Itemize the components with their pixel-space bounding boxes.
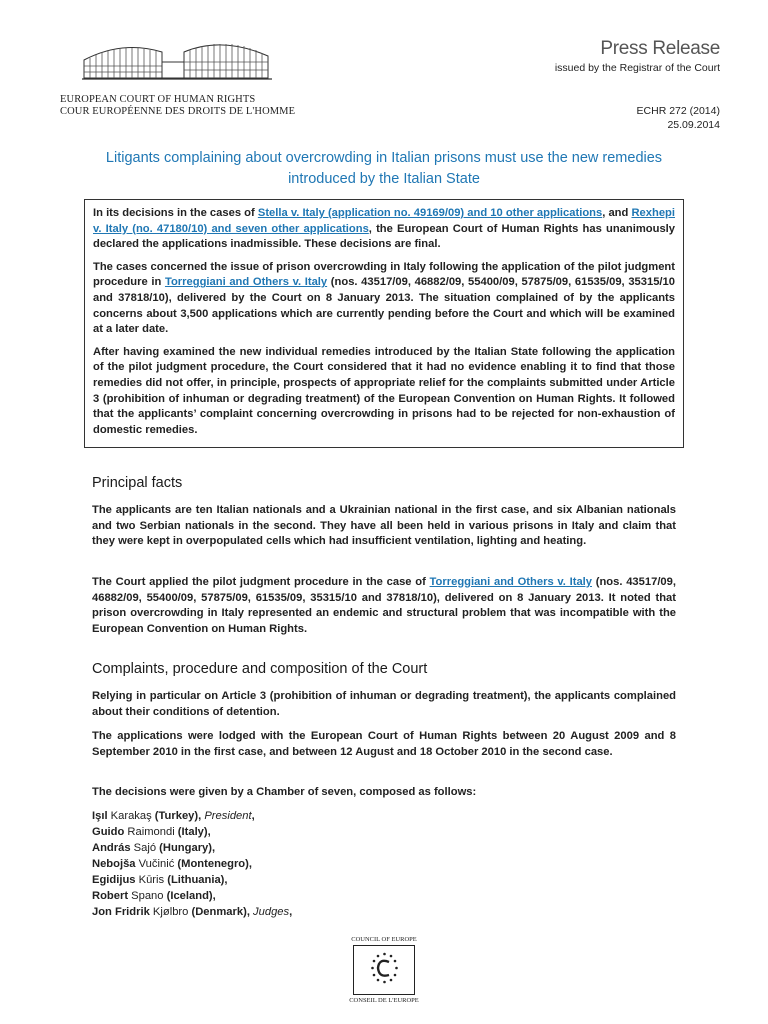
judge-first-name: Jon Fridrik [92,906,153,918]
judges-list [92,808,292,920]
judge-country: (Italy) [174,826,208,838]
coe-name-en: COUNCIL OF EUROPE [351,936,417,943]
summary-text: The cases concerned the issue of prison overcrowding in Italy following the application of the pilot judgment procedure in [93,260,675,289]
judge-surname: Vučinić [138,858,175,870]
body-paragraph: The applications were lodged with the European Court of Human Rights between 20 August 2009 and 8 September 2010 in the first case, and between 12 August and 18 October 2010 in the second case. [92,730,676,758]
court-name-en: EUROPEAN COURT OF HUMAN RIGHTS [60,94,256,105]
council-of-europe-logo [340,936,428,1004]
press-release-headline: Litigants complaining about overcrowding in Italian prisons must use the new remedies introduced by the Italian State [105,150,663,187]
summary-text: , and [602,207,632,219]
judge-entry: Robert Spano (Iceland), [92,890,216,902]
body-paragraph: The decisions were given by a Chamber of seven, composed as follows: [92,786,477,798]
body-paragraph: The applicants are ten Italian nationals and a Ukrainian national in the first case, and six Albanian nationals and two Serbian nationals in the second. They have all been held in various prisons in Italy and claim that they were kept in overpopulated cells which had insufficient ventilation, lighting and heating. [92,504,676,548]
court-logo [60,38,296,117]
release-date: 25.09.2014 [667,119,720,131]
judge-country: (Hungary) [156,842,212,854]
judge-country: (Iceland) [163,890,213,902]
coe-name-fr: CONSEIL DE L'EUROPE [349,997,419,1004]
judge-entry: Nebojša Vučinić (Montenegro), [92,858,252,870]
judge-first-name: Robert [92,890,132,902]
judge-entry: Egidijus Kūris (Lithuania), [92,874,228,886]
judge-surname: Kjølbro [152,906,189,918]
judge-entry: Jon Fridrik Kjølbro (Denmark), Judges, [92,906,293,918]
judge-surname: Kūris [138,874,165,886]
section-heading-principal-facts: Principal facts [92,475,183,491]
court-name-fr: COUR EUROPÉENNE DES DROITS DE L'HOMME [60,106,296,117]
rexhepi-case-link[interactable]: Rexhepi v. Italy (no. 47180/10) and seven other applications [93,207,675,235]
stella-case-link[interactable]: Stella v. Italy (application no. 49169/09) and 10 other applications [257,207,603,219]
judge-first-name: Işıl [92,810,111,822]
judge-country: (Montenegro) [174,858,249,870]
judge-surname: Karakaş [110,810,152,822]
judge-entry: András Sajó (Hungary), [92,842,216,854]
reference-block [637,104,720,132]
judge-entry: Guido Raimondi (Italy), [92,826,211,838]
press-release-title: Press Release [600,38,720,59]
judge-country: (Lithuania) [164,874,225,886]
judge-first-name: Nebojša [92,858,139,870]
reference-number: ECHR 272 (2014) [636,105,720,117]
body-paragraph: Relying in particular on Article 3 (prohibition of inhuman or degrading treatment), the applicants complained about their conditions of detention. [92,690,676,718]
section-heading-complaints: Complaints, procedure and composition of the Court [92,661,428,677]
press-release-header [555,38,720,74]
judge-surname: Spano [131,890,164,902]
summary-box [84,199,684,448]
summary-text: In its decisions in the cases of [93,207,258,219]
body-text: The Court applied the pilot judgment procedure in the case of [92,576,430,588]
judge-role: President [204,810,252,822]
judge-role: Judges [253,906,290,918]
summary-text: , the European Court of Human Rights has unanimously declared the applications inadmissible. These decisions are final. [93,222,675,251]
torreggiani-case-link[interactable]: Torreggiani and Others v. Italy [429,576,593,588]
body-text: (nos. 43517/09, 46882/09, 55400/09, 57875/09, 61535/09, 35315/10 and 37818/10), delivered on 8 January 2013. It noted that prison overcrowding in Italy represented an endemic and structural problem that was incompatible with the European Convention on Human Rights. [92,576,676,635]
judge-country: (Turkey) [151,810,199,822]
judge-country: (Denmark) [188,906,247,918]
judge-first-name: András [92,842,134,854]
judge-surname: Sajó [133,842,157,854]
body-paragraph [92,575,676,637]
judge-entry: Işıl Karakaş (Turkey), President, [92,810,255,822]
press-release-subtitle: issued by the Registrar of the Court [554,62,720,74]
judge-first-name: Guido [92,826,128,838]
court-building-icon [82,38,272,84]
judge-surname: Raimondi [127,826,175,838]
summary-paragraph [93,260,675,338]
judge-first-name: Egidijus [92,874,139,886]
summary-text: (nos. 43517/09, 46882/09, 55400/09, 57875/09, 61535/09, 35315/10 and 37818/10), delivered by the Court on 8 January 2013. The situation complained of by the applicants concerns about 3,500 applications which are currently pending before the Court and which will be examined at a later date. [93,276,675,336]
summary-paragraph [93,206,675,253]
coe-emblem-icon [353,945,415,995]
torreggiani-case-link[interactable]: Torreggiani and Others v. Italy [164,276,328,289]
summary-paragraph: After having examined the new individual remedies introduced by the Italian State following the application of the pilot judgment procedure, the Court considered that it had no evidence enabling it to find that those remedies did not offer, in principle, prospects of appropriate relief for the complaints submitted under Article 3 (prohibition of inhuman or degrading treatment) of the European Convention on Human Rights. It followed that the applicants’ complaint concerning overcrowding in prisons had to be rejected for non-exhaustion of domestic remedies. [93,345,675,436]
